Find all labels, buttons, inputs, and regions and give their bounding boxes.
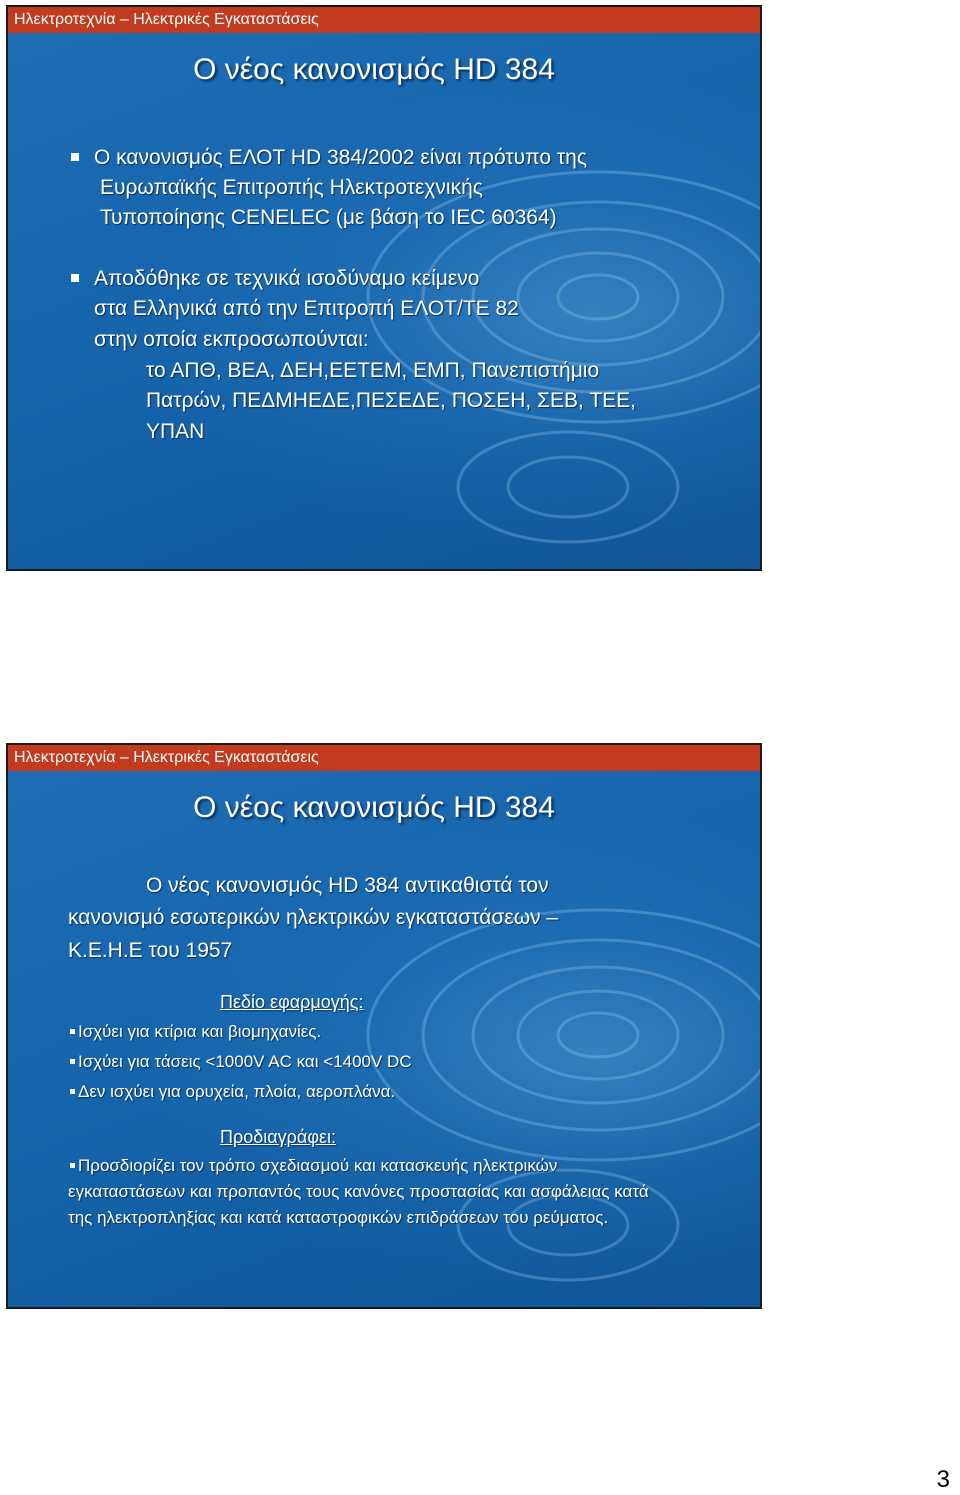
specs-line-3: της ηλεκτροπληξίας και κατά καταστροφικών επιδράσεων του ρεύματος. bbox=[68, 1208, 609, 1227]
bullet-1-line-2: Ευρωπαϊκής Επιτροπής Ηλεκτροτεχνικής bbox=[100, 176, 483, 199]
page-number: 3 bbox=[936, 1466, 950, 1493]
scope-heading: Πεδίο εφαρμογής: bbox=[220, 992, 364, 1012]
bullet-2-line-3: στην οποία εκπροσωπούνται: bbox=[94, 328, 369, 351]
specs-heading: Προδιαγράφει: bbox=[220, 1127, 337, 1147]
intro-line-1: Ο νέος κανονισμός HD 384 αντικαθιστά τον bbox=[146, 874, 549, 897]
bullet-1-line-3: Τυποποίησης CENELEC (με βάση το IEC 60364) bbox=[100, 206, 557, 229]
scope-item-2: Ισχύει για τάσεις <1000V AC και <1400V DC bbox=[78, 1052, 412, 1071]
slide-title: Ο νέος κανονισμός HD 384 bbox=[193, 53, 555, 86]
scope-item-3: Δεν ισχύει για ορυχεία, πλοία, αεροπλάνα. bbox=[78, 1082, 396, 1101]
slide-title: Ο νέος κανονισμός HD 384 bbox=[193, 791, 555, 824]
members-line-1: το ΑΠΘ, ΒΕΑ, ΔΕΗ,ΕΕΤΕΜ, ΕΜΠ, Πανεπιστήμιο bbox=[146, 359, 600, 382]
bullet-square-icon bbox=[70, 1163, 75, 1168]
bullet-square-icon bbox=[70, 1089, 75, 1094]
intro-line-2: κανονισμό εσωτερικών ηλεκτρικών εγκαταστάσεων – bbox=[68, 906, 559, 929]
members-line-2: Πατρών, ΠΕΔΜΗΕΔΕ,ΠΕΣΕΔΕ, ΠΟΣΕΗ, ΣΕΒ, ΤΕΕ, bbox=[146, 389, 636, 412]
intro-line-3: Κ.Ε.Η.Ε του 1957 bbox=[68, 939, 233, 962]
slide-1 bbox=[6, 5, 762, 571]
specs-line-2: εγκαταστάσεων και προπαντός τους κανόνες προστασίας και ασφάλειας κατά bbox=[68, 1182, 649, 1201]
bullet-square-icon bbox=[70, 1059, 75, 1064]
bullet-2-line-2: στα Ελληνικά από την Επιτροπή ΕΛΟΤ/ΤΕ 82 bbox=[94, 297, 519, 320]
specs-line-1: Προσδιορίζει τον τρόπο σχεδιασμού και κατασκευής ηλεκτρικών bbox=[78, 1156, 558, 1175]
bullet-square-icon bbox=[71, 153, 79, 161]
bullet-1-line-1: Ο κανονισμός ΕΛΟΤ HD 384/2002 είναι πρότυπο της bbox=[94, 146, 587, 169]
scope-item-1: Ισχύει για κτίρια και βιομηχανίες. bbox=[78, 1022, 322, 1041]
slide-header: Ηλεκτροτεχνία – Ηλεκτρικές Εγκαταστάσεις bbox=[8, 7, 760, 33]
bullet-square-icon bbox=[71, 274, 79, 282]
slide-header: Ηλεκτροτεχνία – Ηλεκτρικές Εγκαταστάσεις bbox=[8, 745, 760, 771]
members-line-3: ΥΠΑΝ bbox=[146, 420, 205, 443]
bullet-2-line-1: Αποδόθηκε σε τεχνικά ισοδύναμο κείμενο bbox=[94, 267, 480, 290]
slide-2 bbox=[6, 743, 762, 1309]
bullet-square-icon bbox=[70, 1029, 75, 1034]
